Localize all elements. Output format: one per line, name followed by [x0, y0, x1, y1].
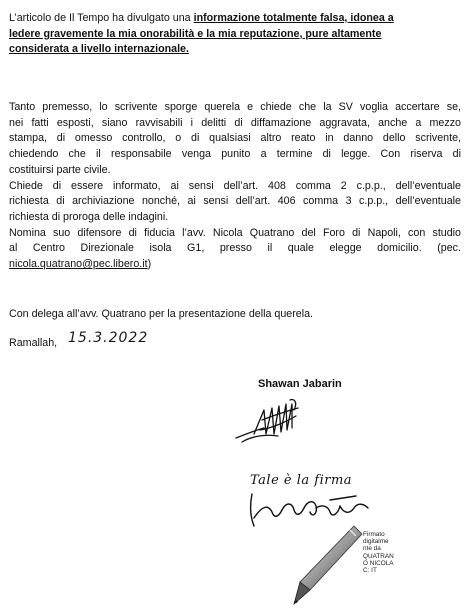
paragraph1-emphasis-2: ledere gravemente la mia onorabilità e la mia reputazione, pure altamente [9, 27, 382, 40]
body-line: Chiede di essere informato, ai sensi dell’art. 408 comma 2 c.p.p., dell’eventuale [9, 179, 461, 192]
stamp-line: nte da [363, 545, 381, 553]
pec-email-link[interactable]: nicola.quatrano@pec.libero.it [9, 258, 148, 271]
paragraph1-intro-text: L’articolo de Il Tempo ha divulgato una [9, 12, 194, 24]
handwritten-note: Tale è la firma [250, 473, 353, 488]
pec-close-paren: ) [147, 258, 152, 271]
body-line: richiesta di archiviazione nonché, ai sensi dell’art. 406 comma 3 c.p.p., dell’eventuale [9, 195, 461, 208]
stamp-line: QUATRAN [363, 552, 394, 560]
stamp-line: O NICOLA [363, 559, 394, 567]
body-line: chiedendo che il responsabile venga punito a termine di legge. Con riserva di [9, 148, 461, 161]
body-line: nei fatti esposti, siano ravvisabili i delitti di diffamazione aggravata, anche a mezzo [9, 116, 461, 129]
body-line: stampa, di omesso controllo, o di qualsiasi altro reato in danno dello scrivente, [9, 132, 461, 145]
stamp-line: C: IT [363, 567, 377, 575]
pec-line [9, 257, 461, 273]
signer-name: Shawan Jabarin [258, 378, 342, 390]
paragraph-complaint-body [9, 100, 461, 273]
paragraph-false-information [9, 11, 461, 58]
place-label: Ramallah, [9, 337, 58, 349]
body-line: costituirsi parte civile. [9, 163, 111, 176]
digital-signature-stamp [363, 531, 394, 574]
body-line: richiesta di proroga delle indagini. [9, 210, 169, 223]
paragraph-delegation: Con delega all’avv. Quatrano per la presentazione della querela. [9, 308, 313, 320]
paragraph1-emphasis-3: considerata a livello internazionale. [9, 43, 189, 56]
stamp-line: digitalme [363, 538, 389, 546]
paragraph1-line2 [9, 27, 461, 43]
body-line: al Centro Direzionale isola G1, presso il quale elegge domicilio. (pec. [9, 242, 461, 255]
stamp-line: Firmato [363, 531, 385, 538]
signature-jabarin [232, 390, 322, 450]
paragraph1-line1 [9, 11, 461, 27]
body-line: Tanto premesso, lo scrivente sporge querela e chiede che la SV voglia accertare se, [9, 101, 461, 113]
paragraph1-emphasis-1: informazione totalmente falsa, idonea a [193, 12, 394, 24]
digital-signature-pen-icon [284, 520, 364, 610]
paragraph1-line3 [9, 42, 461, 58]
body-line: Nomina suo difensore di fiducia l’avv. Nicola Quatrano del Foro di Napoli, con studio [9, 226, 461, 239]
handwritten-date: 15.3.2022 [68, 330, 149, 346]
